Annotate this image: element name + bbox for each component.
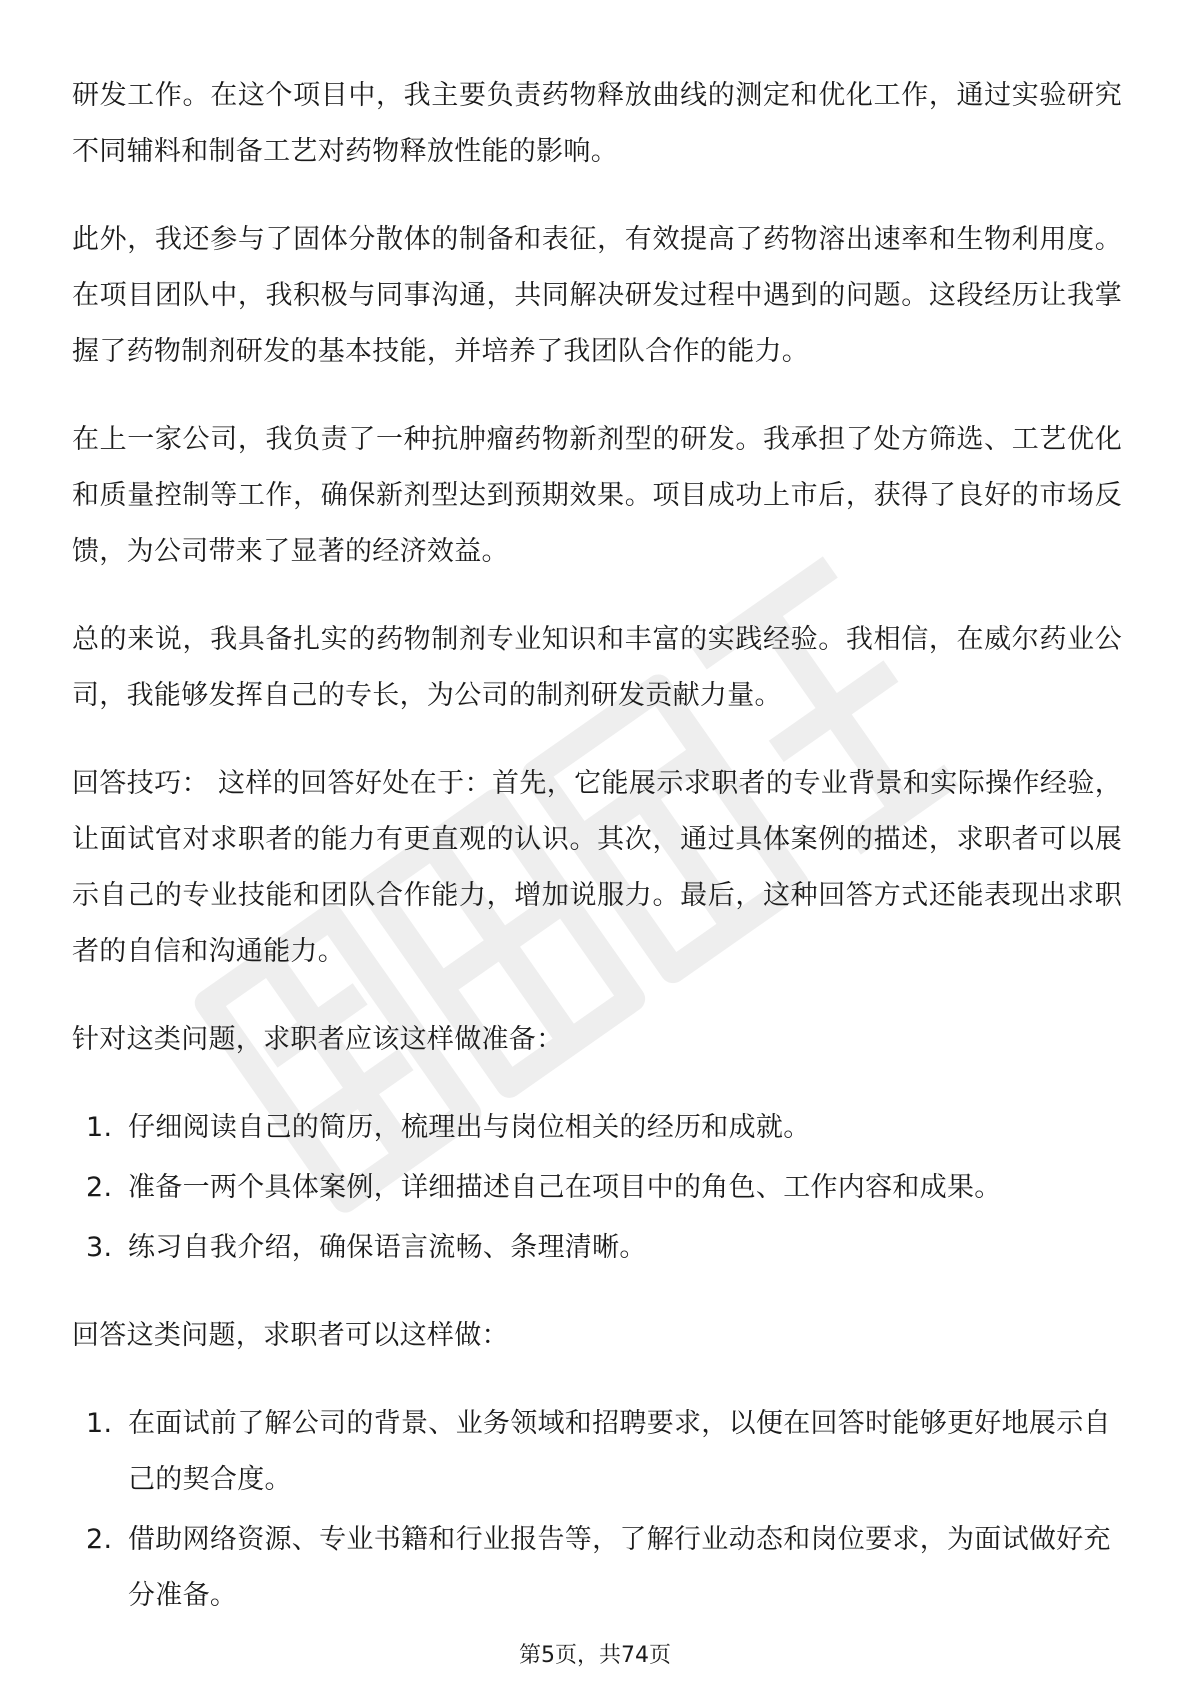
paragraph-2: 此外，我还参与了固体分散体的制备和表征，有效提高了药物溶出速率和生物利用度。在项目团队中，我积极与同事沟通，共同解决研发过程中遇到的问题。这段经历让我掌握了药物制剂研发的基本技能，并培养了我团队合作的能力。 bbox=[72, 224, 1122, 367]
list-number: 1. bbox=[86, 1408, 113, 1439]
list-text: 准备一两个具体案例，详细描述自己在项目中的角色、工作内容和成果。 bbox=[128, 1172, 1002, 1203]
list-item bbox=[72, 1160, 1122, 1216]
list-text: 借助网络资源、专业书籍和行业报告等，了解行业动态和岗位要求，为面试做好充分准备。 bbox=[128, 1524, 1111, 1611]
paragraph-1: 研发工作。在这个项目中，我主要负责药物释放曲线的测定和优化工作，通过实验研究不同辅料和制备工艺对药物释放性能的影响。 bbox=[72, 80, 1122, 167]
list-item bbox=[72, 1512, 1122, 1624]
answer-heading: 回答这类问题，求职者可以这样做： bbox=[72, 1320, 509, 1351]
prep-steps-list bbox=[72, 1100, 1122, 1276]
list-number: 1. bbox=[86, 1112, 113, 1143]
answer-tips-paragraph: 回答技巧： 这样的回答好处在于：首先，它能展示求职者的专业背景和实际操作经验，让面试官对求职者的能力有更直观的认识。其次，通过具体案例的描述，求职者可以展示自己的专业技能和团队合作能力，增加说服力。最后，这种回答方式还能表现出求职者的自信和沟通能力。 bbox=[72, 768, 1122, 967]
prep-heading: 针对这类问题，求职者应该这样做准备： bbox=[72, 1024, 564, 1055]
list-number: 2. bbox=[86, 1172, 113, 1203]
paragraph-3: 在上一家公司，我负责了一种抗肿瘤药物新剂型的研发。我承担了处方筛选、工艺优化和质量控制等工作，确保新剂型达到预期效果。项目成功上市后，获得了良好的市场反馈，为公司带来了显著的经济效益。 bbox=[72, 424, 1122, 567]
list-text: 仔细阅读自己的简历，梳理出与岗位相关的经历和成就。 bbox=[128, 1112, 811, 1143]
page-footer: 第5页，共74页 bbox=[519, 1643, 671, 1668]
list-number: 3. bbox=[86, 1232, 113, 1263]
list-number: 2. bbox=[86, 1524, 113, 1555]
list-item bbox=[72, 1220, 1122, 1276]
main-content bbox=[72, 68, 1122, 1656]
list-text: 练习自我介绍，确保语言流畅、条理清晰。 bbox=[128, 1232, 647, 1263]
answer-steps-list bbox=[72, 1396, 1122, 1624]
list-item bbox=[72, 1100, 1122, 1156]
list-item bbox=[72, 1396, 1122, 1508]
list-text: 在面试前了解公司的背景、业务领域和招聘要求，以便在回答时能够更好地展示自己的契合度。 bbox=[128, 1408, 1111, 1495]
paragraph-4: 总的来说，我具备扎实的药物制剂专业知识和丰富的实践经验。我相信，在威尔药业公司，我能够发挥自己的专长，为公司的制剂研发贡献力量。 bbox=[72, 624, 1122, 711]
